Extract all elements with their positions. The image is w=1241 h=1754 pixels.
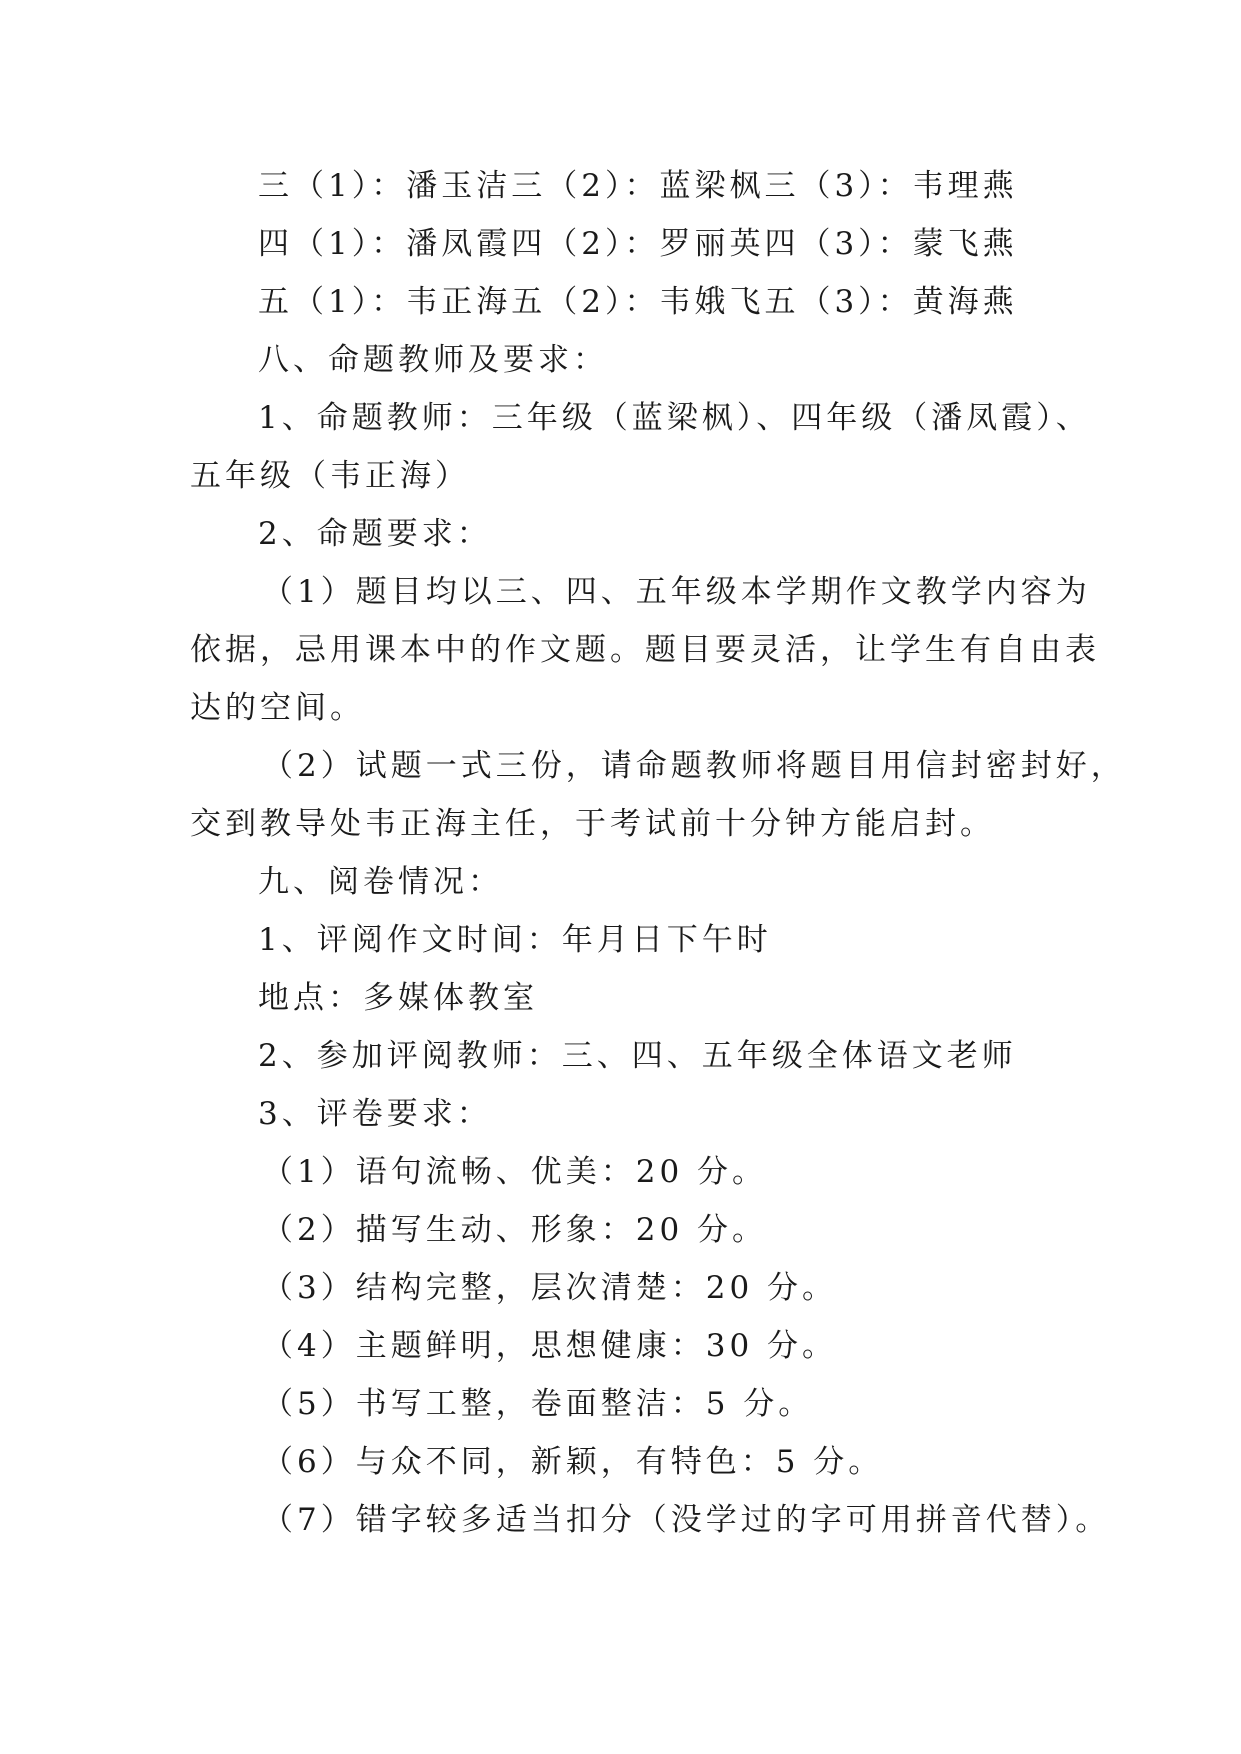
paragraph-line: 1、命题教师：三年级（蓝梁枫）、四年级（潘凤霞）、	[258, 400, 1091, 436]
paragraph-line: 交到教导处韦正海主任，于考试前十分钟方能启封。	[190, 806, 995, 842]
scoring-item: （3）结构完整，层次清楚：20 分。	[262, 1270, 838, 1306]
section-heading-8: 八、命题教师及要求：	[258, 342, 608, 378]
paragraph-line: 五年级（韦正海）	[190, 458, 470, 494]
class-teachers-grade-4: 四（1）：潘凤霞四（2）：罗丽英四（3）：蒙飞燕	[258, 226, 1018, 262]
paragraph-line: 3、评卷要求：	[258, 1096, 492, 1132]
paragraph-line: 达的空间。	[190, 690, 365, 726]
scoring-item: （5）书写工整，卷面整洁：5 分。	[262, 1386, 814, 1422]
paragraph-line: 1、评阅作文时间：年月日下午时	[258, 922, 772, 958]
paragraph-line: 依据，忌用课本中的作文题。题目要灵活，让学生有自由表	[190, 632, 1100, 668]
class-teachers-grade-5: 五（1）：韦正海五（2）：韦娥飞五（3）：黄海燕	[258, 284, 1018, 320]
paragraph-line: （2）试题一式三份，请命题教师将题目用信封密封好，	[262, 748, 1126, 784]
scoring-item: （2）描写生动、形象：20 分。	[262, 1212, 768, 1248]
section-heading-9: 九、阅卷情况：	[258, 864, 503, 900]
scoring-item: （7）错字较多适当扣分（没学过的字可用拼音代替）。	[262, 1502, 1111, 1538]
scoring-item: （1）语句流畅、优美：20 分。	[262, 1154, 768, 1190]
paragraph-line: （1）题目均以三、四、五年级本学期作文教学内容为	[262, 574, 1091, 610]
paragraph-line: 2、命题要求：	[258, 516, 492, 552]
paragraph-line: 2、参加评阅教师：三、四、五年级全体语文老师	[258, 1038, 1017, 1074]
scoring-item: （6）与众不同，新颖，有特色：5 分。	[262, 1444, 884, 1480]
class-teachers-grade-3: 三（1）：潘玉洁三（2）：蓝梁枫三（3）：韦理燕	[258, 168, 1018, 204]
scoring-item: （4）主题鲜明，思想健康：30 分。	[262, 1328, 838, 1364]
paragraph-line: 地点：多媒体教室	[258, 980, 538, 1016]
